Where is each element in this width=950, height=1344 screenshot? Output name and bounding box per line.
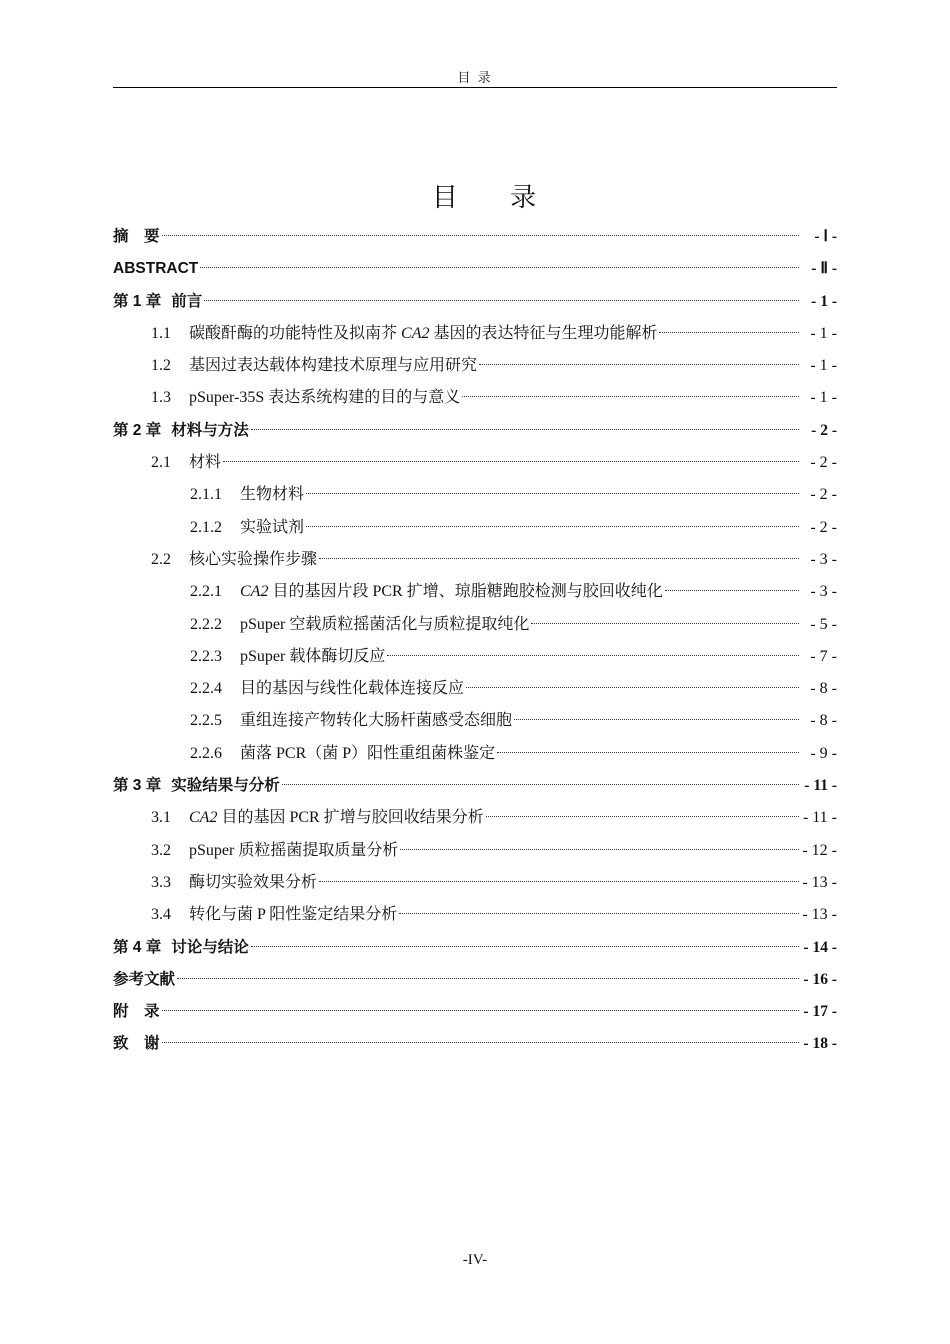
dot-leader (162, 1010, 799, 1011)
dot-leader (282, 784, 799, 785)
toc-entry-page: - 11 - (804, 777, 837, 795)
dot-leader (387, 655, 799, 656)
toc-entry-number: 1.2 (151, 357, 171, 375)
toc-entry-number: 2.1 (151, 454, 171, 472)
dot-leader (659, 332, 799, 333)
toc-entry-title: 摘 要 (113, 228, 160, 245)
toc-entry-number: 3.1 (151, 809, 171, 827)
toc-entry-number: 2.2.4 (190, 680, 222, 698)
toc-entry[interactable] (113, 447, 837, 479)
toc-entry[interactable] (113, 286, 837, 318)
toc-entry-title: 前言 (171, 292, 203, 310)
toc-entry-title: 目的基因与线性化载体连接反应 (240, 680, 465, 698)
toc-entry-number: 第 1 章 (113, 292, 162, 310)
toc-entry[interactable] (113, 253, 837, 285)
dot-leader (200, 267, 799, 268)
toc-entry-title: CA2 目的基因 PCR 扩增与胶回收结果分析 (189, 809, 484, 827)
dot-leader (479, 364, 799, 365)
dot-leader (204, 300, 799, 301)
dot-leader (223, 461, 799, 462)
dot-leader (399, 913, 799, 914)
toc-entry-page: - 12 - (802, 841, 837, 859)
toc-entry-number: 2.2.1 (190, 583, 222, 601)
toc-entry-number: 第 2 章 (113, 421, 162, 439)
toc-entry-page: - 9 - (810, 744, 837, 762)
toc-entry-page: - 1 - (810, 324, 837, 342)
toc-entry-title: ABSTRACT (113, 260, 199, 278)
toc-entry[interactable] (113, 770, 837, 802)
toc-entry-page: - Ⅰ - (814, 228, 837, 245)
toc-entry[interactable] (113, 318, 837, 350)
toc-entry[interactable] (113, 802, 837, 834)
toc-entry[interactable] (113, 964, 837, 996)
toc-entry-number: 第 4 章 (113, 938, 162, 956)
dot-leader (497, 752, 799, 753)
toc-entry-number: 1.3 (151, 389, 171, 407)
toc-entry-title: CA2 目的基因片段 PCR 扩增、琼脂糖跑胶检测与胶回收纯化 (240, 583, 663, 601)
toc-entry[interactable] (113, 835, 837, 867)
toc-entry-page: - 8 - (810, 680, 837, 698)
toc-entry-title: 酶切实验效果分析 (189, 873, 318, 891)
toc-entry-page: - 2 - (810, 518, 837, 536)
toc-entry[interactable] (113, 1028, 837, 1060)
toc-entry-number: 1.1 (151, 324, 171, 342)
running-header: 目 录 (457, 70, 493, 85)
toc-entry-title: 讨论与结论 (171, 938, 249, 956)
toc-entry-title: pSuper 载体酶切反应 (240, 647, 386, 665)
toc-entry-number: 2.1.2 (190, 518, 222, 536)
toc-entry-page: - 18 - (803, 1035, 837, 1053)
dot-leader (251, 946, 799, 947)
toc-entry-number: 2.2.3 (190, 647, 222, 665)
page-number: -IV- (462, 1252, 488, 1268)
toc-entry[interactable] (113, 479, 837, 511)
page-title: 目 录 (431, 183, 559, 214)
dot-leader (319, 558, 799, 559)
toc-entry-title: 菌落 PCR（菌 P）阳性重组菌株鉴定 (240, 744, 496, 762)
toc-entry-page: - Ⅱ - (811, 260, 837, 278)
toc-entry-page: - 11 - (802, 809, 837, 827)
dot-leader (251, 429, 799, 430)
toc-entry-title: 碳酸酐酶的功能特性及拟南芥 CA2 基因的表达特征与生理功能解析 (189, 324, 658, 342)
toc-entry[interactable] (113, 996, 837, 1028)
dot-leader (514, 719, 799, 720)
toc-entry[interactable] (113, 415, 837, 447)
table-of-contents (113, 221, 837, 1061)
toc-entry-title: 材料与方法 (171, 421, 249, 439)
toc-entry[interactable] (113, 899, 837, 931)
toc-entry-title: 致 谢 (113, 1035, 160, 1053)
toc-entry-title: 生物材料 (240, 486, 305, 504)
toc-entry-page: - 3 - (810, 583, 837, 601)
toc-entry-page: - 2 - (810, 486, 837, 504)
toc-entry-number: 3.4 (151, 906, 171, 924)
toc-entry-number: 3.2 (151, 841, 171, 859)
dot-leader (466, 687, 799, 688)
toc-entry-title: 实验结果与分析 (171, 777, 280, 795)
toc-entry-page: - 1 - (810, 389, 837, 407)
toc-entry-number: 2.1.1 (190, 486, 222, 504)
dot-leader (306, 493, 799, 494)
toc-entry-title: 基因过表达载体构建技术原理与应用研究 (189, 357, 478, 375)
dot-leader (665, 590, 799, 591)
toc-entry-number: 2.2.2 (190, 615, 222, 633)
toc-entry-page: - 3 - (810, 550, 837, 568)
toc-entry-title: 转化与菌 P 阳性鉴定结果分析 (189, 906, 398, 924)
toc-entry-number: 2.2.6 (190, 744, 222, 762)
toc-entry-page: - 1 - (810, 357, 837, 375)
toc-entry-title: 参考文献 (113, 970, 176, 988)
toc-entry[interactable] (113, 867, 837, 899)
toc-entry[interactable] (113, 641, 837, 673)
toc-entry-title: 实验试剂 (240, 518, 305, 536)
toc-entry[interactable] (113, 932, 837, 964)
dot-leader (162, 235, 799, 236)
toc-entry-title: pSuper 空载质粒摇菌活化与质粒提取纯化 (240, 615, 530, 633)
toc-entry-page: - 2 - (811, 421, 837, 439)
dot-leader (319, 881, 799, 882)
toc-entry-title: pSuper-35S 表达系统构建的目的与意义 (189, 389, 461, 407)
dot-leader (531, 623, 799, 624)
toc-entry-page: - 14 - (803, 938, 837, 956)
toc-entry[interactable] (113, 576, 837, 608)
toc-entry-title: 重组连接产物转化大肠杆菌感受态细胞 (240, 712, 513, 730)
toc-entry-page: - 1 - (811, 292, 837, 310)
toc-entry[interactable] (113, 350, 837, 382)
dot-leader (400, 849, 799, 850)
toc-entry[interactable] (113, 544, 837, 576)
toc-entry-page: - 8 - (810, 712, 837, 730)
toc-entry-title: 核心实验操作步骤 (189, 550, 318, 568)
toc-entry-page: - 16 - (803, 970, 837, 988)
dot-leader (306, 526, 799, 527)
dot-leader (462, 396, 799, 397)
toc-entry-page: - 17 - (803, 1003, 837, 1021)
toc-entry[interactable] (113, 705, 837, 737)
toc-entry-page: - 13 - (802, 906, 837, 924)
toc-entry-number: 2.2.5 (190, 712, 222, 730)
toc-entry[interactable] (113, 382, 837, 414)
dot-leader (486, 816, 799, 817)
toc-entry[interactable] (113, 512, 837, 544)
toc-entry-number: 3.3 (151, 873, 171, 891)
dot-leader (177, 978, 799, 979)
toc-entry[interactable] (113, 221, 837, 253)
toc-entry-title: 材料 (189, 454, 222, 472)
toc-entry-page: - 7 - (810, 647, 837, 665)
toc-entry[interactable] (113, 609, 837, 641)
toc-entry-page: - 5 - (810, 615, 837, 633)
toc-entry-page: - 2 - (810, 454, 837, 472)
toc-entry-title: pSuper 质粒摇菌提取质量分析 (189, 841, 399, 859)
header-rule (113, 87, 837, 88)
toc-entry-number: 第 3 章 (113, 777, 162, 795)
toc-entry-page: - 13 - (802, 873, 837, 891)
toc-entry[interactable] (113, 738, 837, 770)
dot-leader (162, 1042, 799, 1043)
toc-entry[interactable] (113, 673, 837, 705)
toc-entry-title: 附 录 (113, 1003, 160, 1021)
toc-entry-number: 2.2 (151, 550, 171, 568)
